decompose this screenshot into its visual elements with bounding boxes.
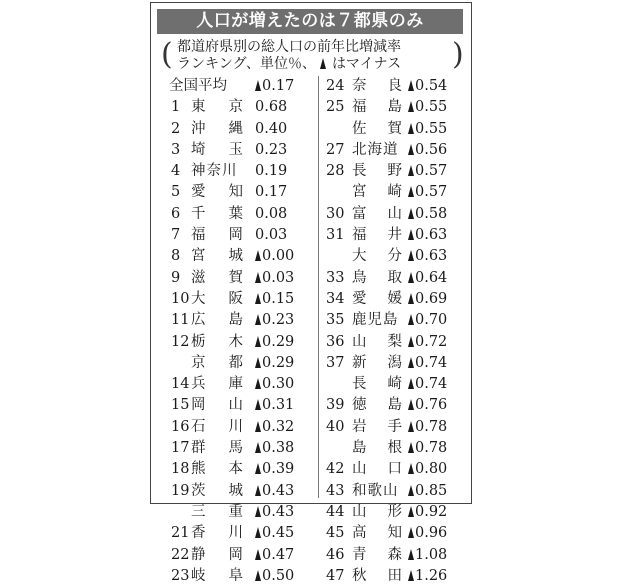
change-rate-value [255,523,313,544]
prefecture-name: 山口 [352,461,402,478]
rank-number: 36 [326,333,345,350]
prefecture-name: 和歌山 [352,482,399,499]
negative-triangle-icon [408,229,414,240]
change-rate-number: 0.08 [255,205,288,222]
change-rate-number: 0.63 [415,248,448,265]
ranking-row [169,374,319,395]
rank-number: 40 [326,418,345,435]
ranking-row [169,438,319,459]
negative-triangle-icon [408,357,414,368]
ranking-row [169,417,319,438]
ranking-row [326,246,468,267]
change-rate-value [408,204,468,225]
change-rate-value [408,182,468,203]
rank-number: 31 [326,227,345,244]
ranking-row [326,395,468,416]
change-rate-value [408,417,468,438]
rank-number: 3 [171,141,181,158]
change-rate-number: 0.57 [415,163,448,180]
prefecture-name: 高知 [352,525,402,542]
negative-triangle-icon [255,357,261,368]
change-rate-value [408,161,468,182]
ranking-row [169,523,319,544]
ranking-row [169,246,319,267]
prefecture-name: 埼玉 [191,141,243,158]
prefecture-name: 青森 [352,546,402,563]
change-rate-number: 0.64 [415,269,448,286]
change-rate-value [408,140,468,161]
prefecture-name: 新潟 [352,354,402,371]
ranking-row [169,140,319,161]
change-rate-value [255,225,313,246]
change-rate-value [255,289,313,310]
ranking-row [169,566,319,587]
change-rate-value [408,310,468,331]
negative-triangle-icon [408,314,414,325]
negative-triangle-icon [408,165,414,176]
negative-triangle-icon [408,80,414,91]
prefecture-name: 島根 [352,440,402,457]
table-title: 人口が増えたのは７都県のみ [157,9,463,34]
change-rate-number: 0.03 [262,269,295,286]
change-rate-number: 0.56 [415,141,448,158]
rank-number: 30 [326,205,345,222]
ranking-row [326,523,468,544]
change-rate-value [255,161,313,182]
ranking-row [326,268,468,289]
table-subtitle [161,37,465,73]
prefecture-name: 奈良 [352,78,402,94]
subtitle-paren-left: ( [161,37,173,72]
negative-triangle-icon [408,549,414,560]
change-rate-value [408,545,468,566]
change-rate-value [408,566,468,587]
change-rate-value [408,289,468,310]
ranking-row [326,374,468,395]
negative-triangle-icon [255,314,261,325]
negative-triangle-icon [255,506,261,517]
prefecture-name: 岐阜 [191,567,243,584]
rank-number: 6 [171,205,181,222]
change-rate-number: 1.08 [415,546,448,563]
change-rate-number: 0.55 [415,120,448,137]
ranking-row [169,119,319,140]
change-rate-value [408,502,468,523]
prefecture-name: 石川 [191,418,243,435]
change-rate-number: 0.68 [255,99,288,116]
ranking-row [326,225,468,246]
prefecture-name: 福井 [352,227,402,244]
change-rate-number: 0.76 [415,397,448,414]
change-rate-number: 0.03 [255,227,288,244]
rank-number: 28 [326,163,345,180]
negative-triangle-icon [408,421,414,432]
change-rate-value [255,395,313,416]
change-rate-value [408,246,468,267]
change-rate-number: 1.26 [415,567,448,584]
change-rate-number: 0.78 [415,440,448,457]
rank-number: 27 [326,141,345,158]
ranking-row [326,417,468,438]
change-rate-number: 0.40 [255,120,288,137]
rank-number: 44 [326,503,345,520]
rank-number: 9 [171,269,181,286]
ranking-row [326,97,468,118]
negative-triangle-icon [408,506,414,517]
prefecture-name: 岩手 [352,418,402,435]
change-rate-value [408,225,468,246]
change-rate-value [255,566,313,587]
ranking-row [169,289,319,310]
change-rate-value [255,502,313,523]
prefecture-name: 佐賀 [352,120,402,137]
ranking-row [326,140,468,161]
change-rate-number: 0.45 [262,525,295,542]
change-rate-number: 0.15 [262,290,295,307]
rank-number: 45 [326,525,345,542]
ranking-column-right [326,76,468,587]
national-average-label: 全国平均 [169,78,227,94]
change-rate-value [408,438,468,459]
ranking-table-frame [150,2,472,584]
prefecture-name: 千葉 [191,205,243,222]
change-rate-number: 0.80 [415,461,448,478]
ranking-row [326,502,468,523]
change-rate-number: 0.39 [262,461,295,478]
negative-triangle-icon [255,463,261,474]
change-rate-value [255,353,313,374]
ranking-row [169,225,319,246]
change-rate-number: 0.30 [262,376,295,393]
change-rate-number: 0.29 [262,333,295,350]
rank-number: 8 [171,248,181,265]
ranking-row [326,289,468,310]
ranking-row [169,459,319,480]
rank-number: 18 [171,461,190,478]
change-rate-number: 0.00 [262,248,295,265]
ranking-row [326,204,468,225]
subtitle-line-2 [177,56,401,73]
prefecture-name: 神奈川 [191,163,238,180]
change-rate-value [255,545,313,566]
prefecture-name: 山形 [352,503,402,520]
rank-number: 33 [326,269,345,286]
negative-triangle-icon [408,527,414,538]
change-rate-value [255,332,313,353]
change-rate-number: 0.23 [262,312,295,329]
ranking-row [169,97,319,118]
negative-triangle-icon [255,527,261,538]
change-rate-number: 0.43 [262,503,295,520]
prefecture-name: 滋賀 [191,269,243,286]
negative-triangle-icon [408,293,414,304]
rank-number: 47 [326,567,345,584]
ranking-row [169,481,319,502]
prefecture-name: 秋田 [352,567,402,584]
change-rate-number: 0.23 [255,141,288,158]
negative-triangle-icon [255,399,261,410]
change-rate-number: 0.74 [415,354,448,371]
ranking-row [326,481,468,502]
rank-number: 14 [171,376,190,393]
change-rate-number: 0.31 [262,397,295,414]
rank-number: 46 [326,546,345,563]
prefecture-name: 長野 [352,163,402,180]
change-rate-number: 0.74 [415,376,448,393]
ranking-row [169,502,319,523]
change-rate-value [255,374,313,395]
rank-number: 16 [171,418,190,435]
negative-triangle-icon [408,378,414,389]
ranking-row [169,545,319,566]
rank-number: 42 [326,461,345,478]
rank-number: 39 [326,397,345,414]
prefecture-name: 静岡 [191,546,243,563]
prefecture-name: 長崎 [352,376,402,393]
ranking-row [169,310,319,331]
change-rate-value [255,97,313,118]
change-rate-number: 0.63 [415,227,448,244]
change-rate-value [408,268,468,289]
prefecture-name: 栃木 [191,333,243,350]
negative-triangle-icon [408,123,414,134]
change-rate-number: 0.69 [415,290,448,307]
ranking-row [326,566,468,587]
change-rate-number: 0.50 [262,567,295,584]
negative-triangle-icon [408,570,414,581]
change-rate-number: 0.38 [262,440,295,457]
negative-triangle-icon [408,101,414,112]
change-rate-number: 0.72 [415,333,448,350]
change-rate-number: 0.47 [262,546,295,563]
prefecture-name: 大分 [352,248,402,265]
ranking-row [326,353,468,374]
negative-triangle-icon [255,549,261,560]
negative-triangle-icon [408,485,414,496]
prefecture-name: 北海道 [352,141,399,158]
prefecture-name: 福島 [352,99,402,116]
change-rate-number: 0.78 [415,418,448,435]
ranking-row [326,459,468,480]
change-rate-value [255,417,313,438]
column-divider [318,76,319,498]
change-rate-number: 0.92 [415,503,448,520]
national-average-value [255,76,313,97]
rank-number: 22 [171,546,190,563]
change-rate-number: 0.54 [415,78,448,94]
change-rate-number: 0.57 [415,184,448,201]
prefecture-name: 鳥取 [352,269,402,286]
change-rate-number: 0.96 [415,525,448,542]
change-rate-number: 0.17 [255,184,288,201]
change-rate-value [408,332,468,353]
change-rate-value [255,268,313,289]
change-rate-value [408,395,468,416]
prefecture-name: 群馬 [191,440,243,457]
prefecture-name: 岡山 [191,397,243,414]
negative-triangle-icon [408,250,414,261]
change-rate-value [255,310,313,331]
prefecture-name: 徳島 [352,397,402,414]
rank-number: 4 [171,163,181,180]
negative-triangle-icon [408,186,414,197]
rank-number: 21 [171,525,190,542]
prefecture-name: 富山 [352,205,402,222]
prefecture-name: 東京 [191,99,243,116]
negative-triangle-icon [255,485,261,496]
subtitle-line-2-suffix: はマイナス [331,56,402,72]
prefecture-name: 愛知 [191,184,243,201]
change-rate-number: 0.43 [262,482,295,499]
negative-triangle-icon [255,570,261,581]
ranking-column-left [169,76,319,587]
change-rate-number: 0.70 [415,312,448,329]
change-rate-value [408,481,468,502]
rank-number: 7 [171,227,181,244]
change-rate-value [255,459,313,480]
ranking-row [326,310,468,331]
negative-triangle-icon [408,463,414,474]
ranking-row [169,353,319,374]
change-rate-number: 0.29 [262,354,295,371]
rank-number: 34 [326,290,345,307]
change-rate-value [408,76,468,97]
change-rate-number: 0.58 [415,205,448,222]
negative-triangle-icon [255,378,261,389]
prefecture-name: 兵庫 [191,376,243,393]
ranking-row [326,545,468,566]
change-rate-value [255,204,313,225]
negative-triangle-icon [255,442,261,453]
prefecture-name: 宮崎 [352,184,402,201]
change-rate-value [408,119,468,140]
rank-number: 15 [171,397,190,414]
subtitle-line-1: 都道府県別の総人口の前年比増減率 [177,39,401,55]
national-average-number: 0.17 [262,78,295,94]
change-rate-value [255,119,313,140]
ranking-row [169,204,319,225]
prefecture-name: 宮城 [191,248,243,265]
prefecture-name: 三重 [191,503,243,520]
rank-number: 43 [326,482,345,499]
rank-number: 1 [171,99,181,116]
negative-triangle-icon [320,58,326,69]
rank-number: 10 [171,290,190,307]
subtitle-paren-right: ) [452,37,464,72]
prefecture-name: 香川 [191,525,243,542]
prefecture-name: 福岡 [191,227,243,244]
ranking-row [169,268,319,289]
rank-number: 37 [326,354,345,371]
negative-triangle-icon [408,442,414,453]
negative-triangle-icon [408,144,414,155]
negative-triangle-icon [255,80,261,91]
prefecture-name: 茨城 [191,482,243,499]
negative-triangle-icon [408,208,414,219]
prefecture-name: 愛媛 [352,290,402,307]
change-rate-value [408,523,468,544]
negative-triangle-icon [255,336,261,347]
rank-number: 12 [171,333,190,350]
rank-number: 25 [326,99,345,116]
prefecture-name: 山梨 [352,333,402,350]
change-rate-number: 0.85 [415,482,448,499]
negative-triangle-icon [408,399,414,410]
change-rate-value [255,246,313,267]
ranking-row [326,438,468,459]
rank-number: 23 [171,567,190,584]
negative-triangle-icon [408,336,414,347]
negative-triangle-icon [255,421,261,432]
rank-number: 19 [171,482,190,499]
rank-number: 11 [171,312,190,329]
change-rate-value [408,97,468,118]
prefecture-name: 沖縄 [191,120,243,137]
change-rate-value [408,459,468,480]
change-rate-value [408,374,468,395]
ranking-row [169,182,319,203]
negative-triangle-icon [255,293,261,304]
ranking-row [326,161,468,182]
ranking-row [169,395,319,416]
negative-triangle-icon [255,250,261,261]
ranking-row [169,161,319,182]
rank-number: 35 [326,312,345,329]
rank-number: 5 [171,184,181,201]
change-rate-number: 0.55 [415,99,448,116]
ranking-row [326,119,468,140]
rank-number: 2 [171,120,181,137]
change-rate-value [408,353,468,374]
rank-number: 17 [171,440,190,457]
ranking-row [169,332,319,353]
rank-number: 24 [326,78,345,94]
change-rate-number: 0.19 [255,163,288,180]
national-average-row [169,76,319,97]
ranking-row [326,76,468,97]
subtitle-line-2-text: ランキング、単位％、 [177,56,317,72]
prefecture-name: 京都 [191,354,243,371]
negative-triangle-icon [408,272,414,283]
prefecture-name: 鹿児島 [352,312,399,329]
prefecture-name: 大阪 [191,290,243,307]
ranking-row [326,182,468,203]
change-rate-value [255,182,313,203]
change-rate-value [255,140,313,161]
negative-triangle-icon [255,272,261,283]
prefecture-name: 広島 [191,312,243,329]
ranking-row [326,332,468,353]
change-rate-value [255,481,313,502]
change-rate-value [255,438,313,459]
change-rate-number: 0.32 [262,418,295,435]
prefecture-name: 熊本 [191,461,243,478]
